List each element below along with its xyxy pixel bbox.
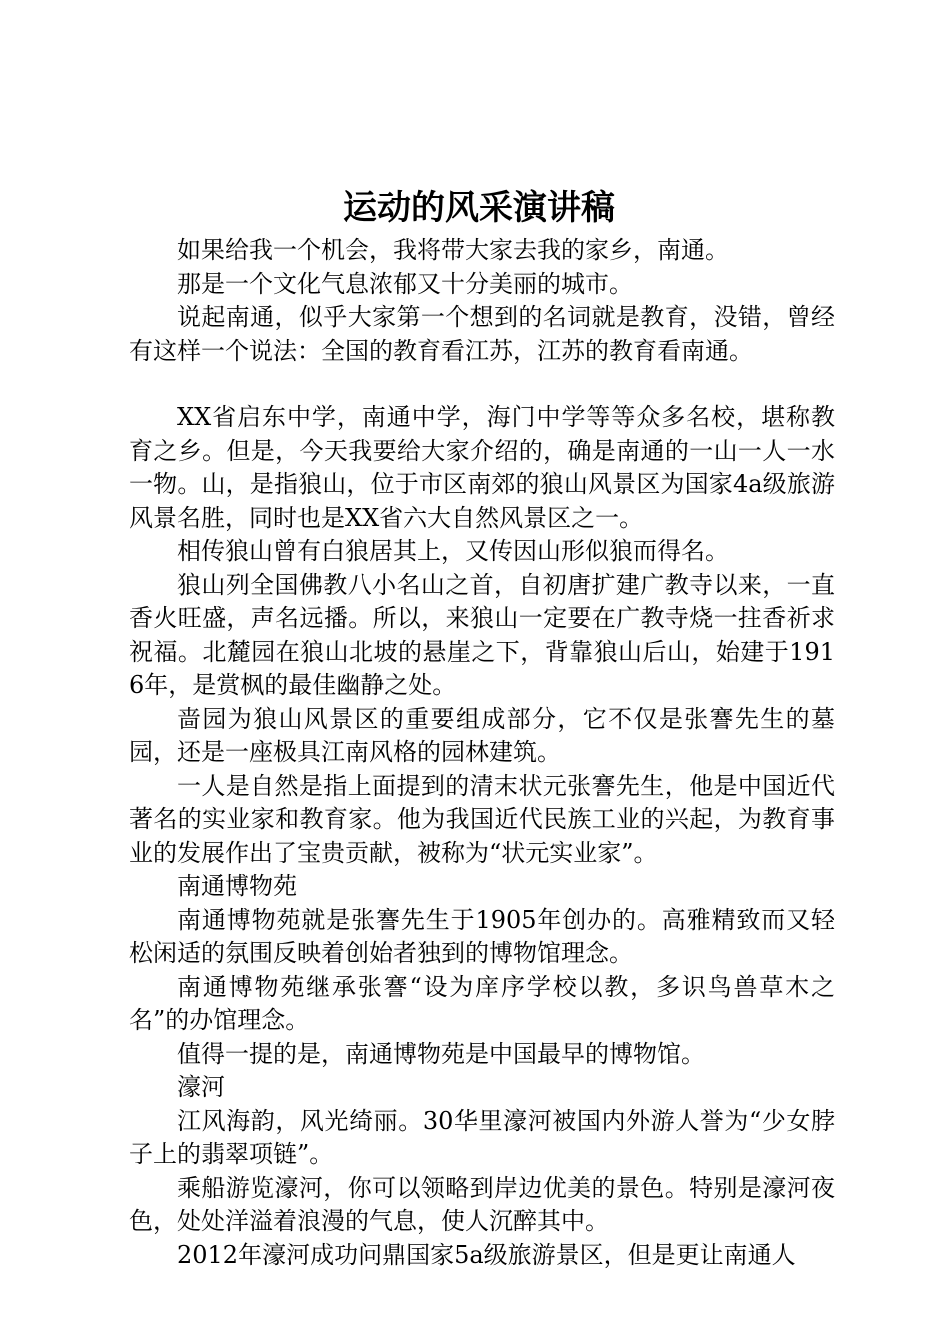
- paragraph: 啬园为狼山风景区的重要组成部分，它不仅是张謇先生的墓园，还是一座极具江南风格的园林建筑。: [129, 704, 835, 766]
- paragraph: 江风海韵，风光绮丽。30华里濠河被国内外游人誉为“少女脖子上的翡翠项链”。: [129, 1106, 835, 1168]
- paragraph: 一人是自然是指上面提到的清末状元张謇先生，他是中国近代著名的实业家和教育家。他为我国近代民族工业的兴起，为教育事业的发展作出了宝贵贡献，被称为“状元实业家”。: [129, 771, 835, 867]
- paragraph: 相传狼山曾有白狼居其上，又传因山形似狼而得名。: [177, 537, 729, 565]
- paragraph: 2012年濠河成功问鼎国家5a级旅游景区，但是更让南通人: [177, 1240, 796, 1269]
- paragraph: 南通博物苑就是张謇先生于1905年创办的。高雅精致而又轻松闲适的氛围反映着创始者独到的博物馆理念。: [129, 905, 835, 967]
- section-heading-museum: 南通博物苑: [177, 872, 297, 900]
- paragraph: 狼山列全国佛教八小名山之首，自初唐扩建广教寺以来，一直香火旺盛，声名远播。所以，来狼山一定要在广教寺烧一拄香祈求祝福。北麓园在狼山北坡的悬崖之下，背靠狼山后山，始建于1916年，是赏枫的最佳幽静之处。: [129, 570, 835, 699]
- paragraph: 值得一提的是，南通博物苑是中国最早的博物馆。: [177, 1039, 705, 1068]
- section-heading-haohe: 濠河: [177, 1073, 225, 1101]
- paragraph: 南通博物苑继承张謇“设为庠序学校以教，多识鸟兽草木之名”的办馆理念。: [129, 972, 835, 1034]
- paragraph: 那是一个文化气息浓郁又十分美丽的城市。: [177, 269, 633, 298]
- paragraph: XX省启东中学，南通中学，海门中学等等众多名校，堪称教育之乡。但是，今天我要给大家介绍的，确是南通的一山一人一水一物。山，是指狼山，位于市区南郊的狼山风景区为国家4a级旅游风景名胜，同时也是XX省六大自然风景区之一。: [129, 403, 835, 532]
- document-title: 运动的风采演讲稿: [343, 188, 615, 228]
- paragraph: 如果给我一个机会，我将带大家去我的家乡，南通。: [177, 236, 729, 264]
- paragraph: 乘船游览濠河，你可以领略到岸边优美的景色。特别是濠河夜色，处处洋溢着浪漫的气息，使人沉醉其中。: [129, 1173, 835, 1235]
- document-body: [129, 234, 835, 1272]
- paragraph: 说起南通，似乎大家第一个想到的名词就是教育，没错，曾经有这样一个说法：全国的教育看江苏，江苏的教育看南通。: [129, 303, 835, 365]
